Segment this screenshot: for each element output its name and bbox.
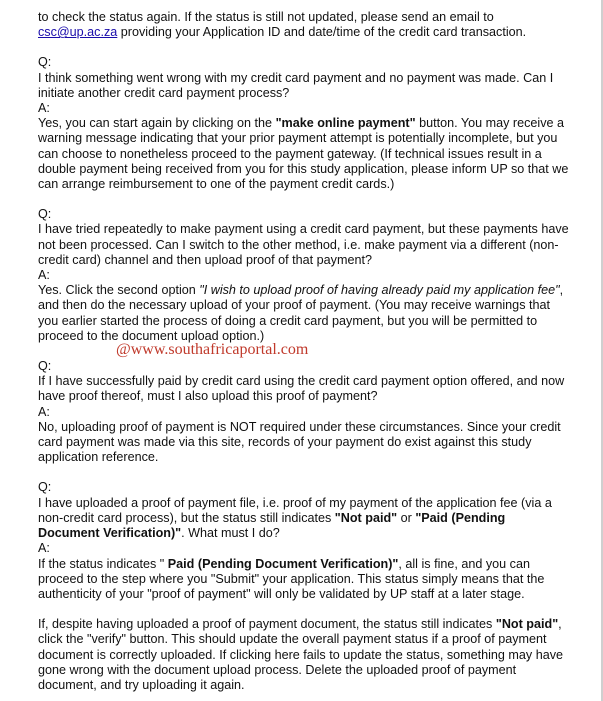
answer-text: Yes, you can start again by clicking on the "make online payment" button. You may receive a warning message indicating that your prior payment attempt is potentially incomplete, but you can choose to nonetheless proceed to the payment gateway. (If technical issues result in a double payment being received from you for this study application, please inform UP so that we can arrange reimbursement to one of the payment credit cards.) [38, 116, 569, 192]
answer-label: A: [38, 541, 50, 556]
answer-label: A: [38, 404, 50, 419]
question-text: I have uploaded a proof of payment file, i.e. proof of my payment of the application fee (via a non-credit card process), but the status still indicates "Not paid" or "Paid (Pending Document Verification)". What must I do? [38, 495, 552, 541]
emphasis: "I wish to upload proof of having already paid my application fee" [199, 283, 560, 298]
emphasis: "Not paid" [334, 510, 398, 525]
answer-text: Yes. Click the second option "I wish to upload proof of having already paid my application fee", and then do the necessary upload of your proof of payment. (You may receive warnings that you earlier started the process of doing a credit card payment, but you will be permitted to proceed to the document upload option.) [38, 283, 564, 343]
question-label: Q: [38, 207, 52, 222]
watermark-text: @www.southafricaportal.com [116, 341, 309, 358]
question-text: If I have successfully paid by credit card using the credit card payment option offered, and now have proof thereof, must I also upload this proof of payment? [38, 374, 565, 404]
question-label: Q: [38, 480, 52, 495]
faq-item [38, 55, 570, 192]
answer-paragraph: If, despite having uploaded a proof of payment document, the status still indicates "Not paid", click the "verify" button. This should update the overall payment status if a proof of payment document is correctly uploaded. If clicking here fails to update the status, something may have gone wrong with the document upload process. Delete the uploaded proof of payment document, and try uploading it again. [38, 617, 564, 692]
intro-text: to check the status again. If the status is still not updated, please send an email to [38, 10, 494, 24]
question-text: I have tried repeatedly to make payment using a credit card payment, but these payments have not been processed. Can I switch to the other method, i.e. make payment via a different (non-credit card) channel and then upload proof of that payment? [38, 222, 569, 267]
answer-label: A: [38, 268, 50, 283]
answer-text: No, uploading proof of payment is NOT required under these circumstances. Since your credit card payment was made via this site, records of your payment do exist against this study application reference. [38, 419, 561, 465]
emphasis: "Not paid" [495, 617, 559, 632]
emphasis: "make online payment" [275, 116, 416, 131]
faq-item [38, 359, 570, 465]
question-label: Q: [38, 55, 52, 70]
email-link[interactable]: csc@up.ac.za [38, 25, 118, 40]
faq-item [38, 207, 570, 344]
emphasis: Paid (Pending Document Verification)" [167, 556, 399, 571]
question-label: Q: [38, 359, 52, 374]
intro-text-end: providing your Application ID and date/time of the credit card transaction. [117, 25, 527, 40]
intro-paragraph [38, 10, 570, 40]
faq-item [38, 480, 570, 602]
emphasis: "Paid (Pending Document Verification)" [38, 510, 506, 541]
question-text: I think something went wrong with my credit card payment and no payment was made. Can I initiate another credit card payment process? [38, 70, 554, 100]
answer-label: A: [38, 101, 50, 116]
answer-text: If the status indicates " Paid (Pending Document Verification)", all is fine, and you can proceed to the step where you "Submit" your application. This status simply means that the authenticity of your "proof of payment" will only be validated by UP staff at a later stage. [38, 556, 545, 601]
